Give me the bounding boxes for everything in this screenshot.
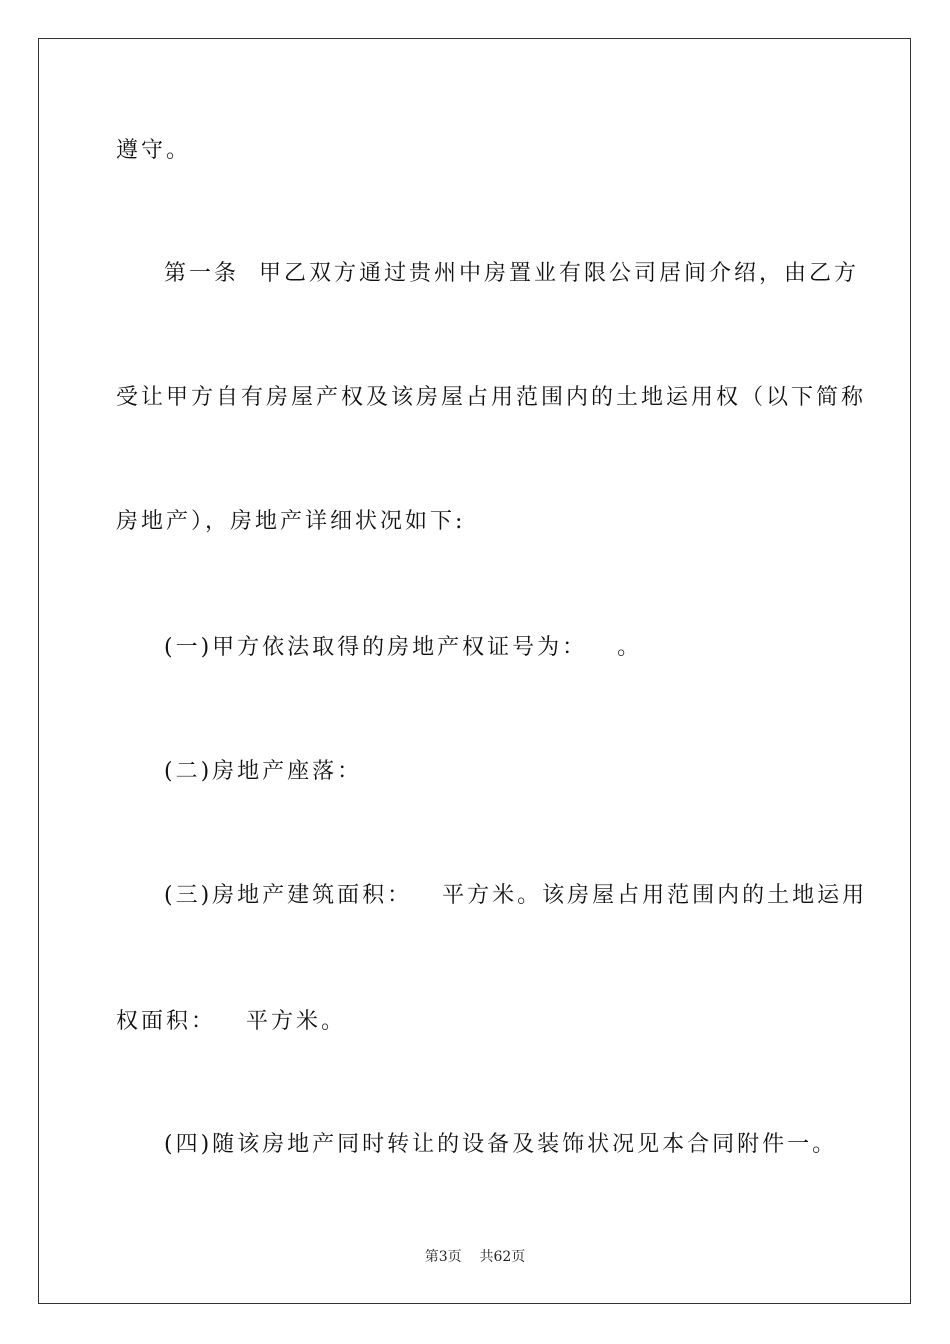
clause-item-4: (四)随该房地产同时转让的设备及装饰状况见本合同附件一。 [164, 1132, 838, 1157]
text-line: 遵守。 [116, 138, 192, 163]
page-number-footer: 第3页 共62页 [424, 1249, 526, 1265]
text-line: 受让甲方自有房屋产权及该房屋占用范围内的土地运用权（以下简称 [116, 385, 867, 410]
clause-item-2: (二)房地产座落： [164, 759, 363, 784]
clause-item-1: (一)甲方依法取得的房地产权证号为： 。 [164, 635, 643, 660]
text-line: 房地产），房地产详细状况如下: [116, 509, 466, 534]
article-one-heading-line: 第一条 甲乙双方通过贵州中房置业有限公司居间介绍，由乙方 [164, 261, 859, 286]
page-frame [38, 38, 911, 1304]
text-line: 权面积： 平方米。 [116, 1009, 346, 1034]
clause-item-3: (三)房地产建筑面积： 平方米。该房屋占用范围内的土地运用 [164, 883, 868, 908]
